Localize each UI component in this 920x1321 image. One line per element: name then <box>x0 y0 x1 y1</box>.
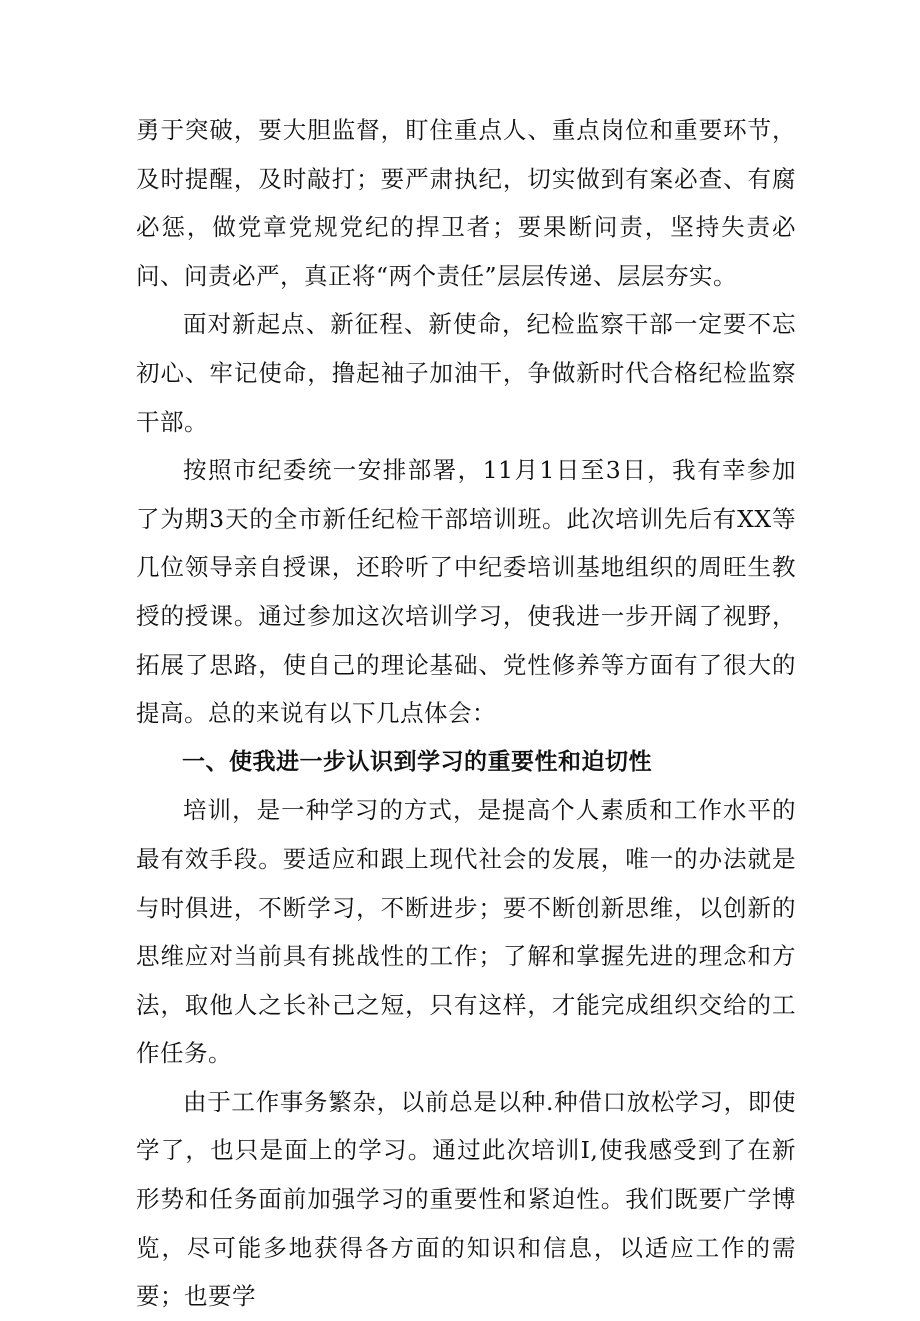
paragraph-4: 培训，是一种学习的方式，是提高个人素质和工作水平的最有效手段。要适应和跟上现代社会的发展，唯一的办法就是与时俱进，不断学习，不断进步；要不断创新思维，以创新的思维应对当前具有挑战性的工作；了解和掌握先进的理念和方法，取他人之长补己之短，只有这样，才能完成组织交给的工作任务。 <box>136 796 796 1068</box>
paragraph-2: 面对新起点、新征程、新使命，纪检监察干部一定要不忘初心、牢记使命，撸起袖子加油干，争做新时代合格纪检监察干部。 <box>136 310 796 436</box>
document-body <box>136 106 796 1321</box>
paragraph-3: 按照市纪委统一安排部署，11月1日至3日，我有幸参加了为期3天的全市新任纪检干部培训班。此次培训先后有XX等几位领导亲自授课，还聆听了中纪委培训基地组织的周旺生教授的授课。通过参加这次培训学习，使我进一步开阔了视野，拓展了思路，使自己的理论基础、党性修养等方面有了很大的提高。总的来说有以下几点体会： <box>136 456 796 728</box>
section-heading: 一、使我进一步认识到学习的重要性和迫切性 <box>182 748 652 775</box>
paragraph-1: 勇于突破，要大胆监督，盯住重点人、重点岗位和重要环节，及时提醒，及时敲打；要严肃执纪，切实做到有案必查、有腐必惩，做党章党规党纪的捍卫者；要果断问责，坚持失责必问、问责必严，真正将“两个责任”层层传递、层层夯实。 <box>136 116 796 290</box>
paragraph-5: 由于工作事务繁杂，以前总是以种.种借口放松学习，即使学了，也只是面上的学习。通过此次培训I,使我感受到了在新形势和任务面前加强学习的重要性和紧迫性。我们既要广学博览，尽可能多地获得各方面的知识和信息，以适应工作的需要；也要学 <box>136 1087 796 1311</box>
